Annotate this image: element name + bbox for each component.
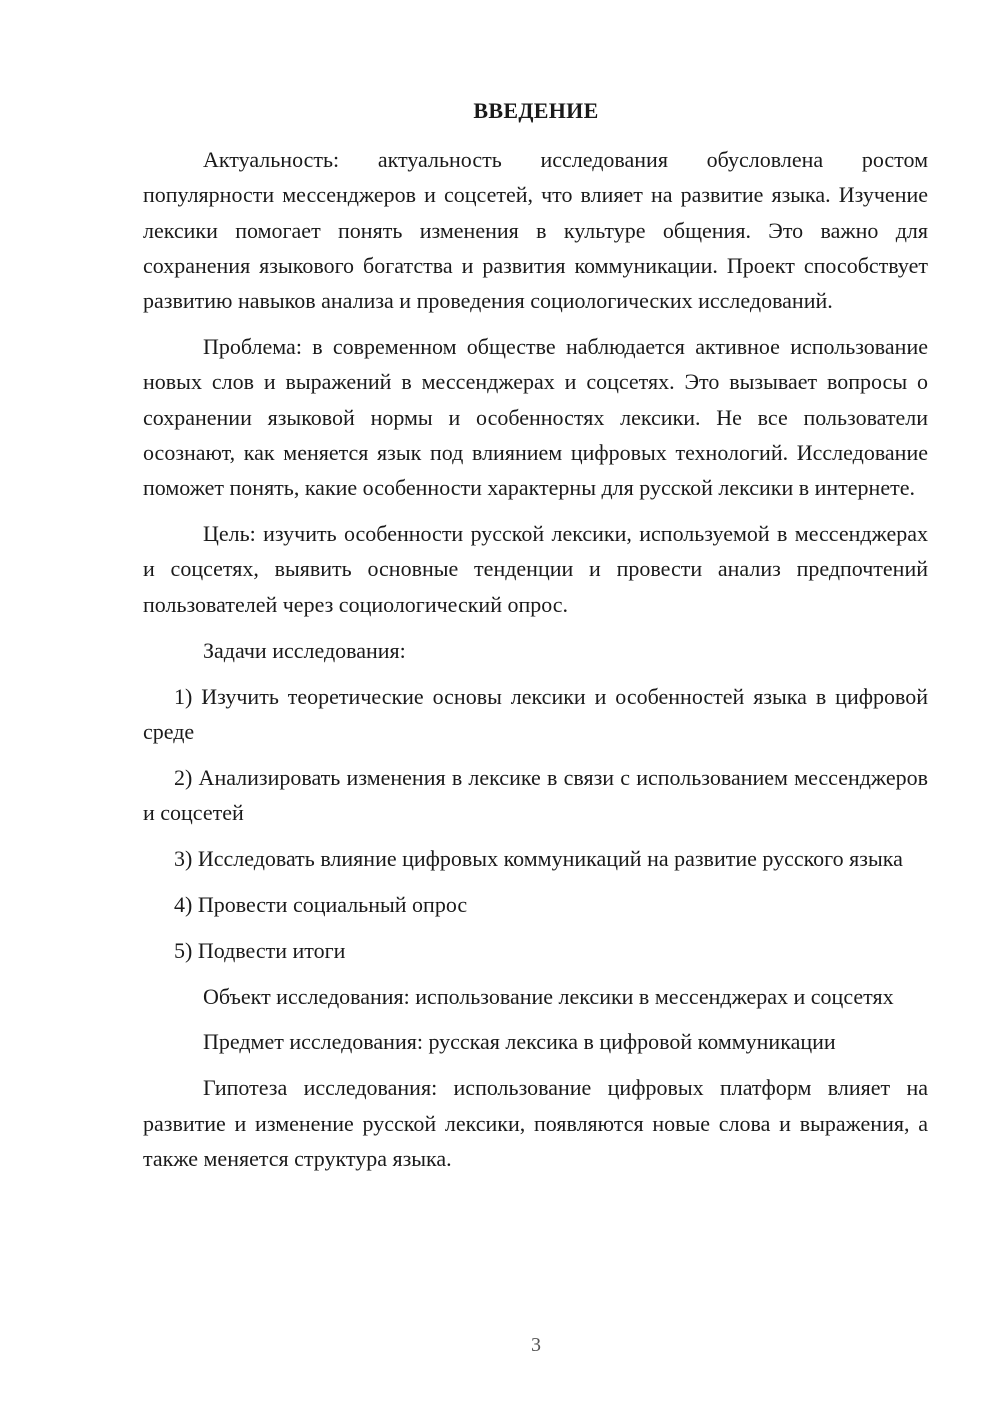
paragraph-relevance: Актуальность: актуальность исследования обусловлена ростом популярности мессенджеров и соцсетей, что влияет на развитие языка. Изучение лексики помогает понять изменения в культуре общения. Это важно для сохранения языкового богатства и развития коммуникации. Проект способствует развитию навыков анализа и проведения социологических исследований. [143,147,928,314]
section-title: ВВЕДЕНИЕ [473,98,599,123]
task-item-2: 2) Анализировать изменения в лексике в связи с использованием мессенджеров и соцсетей [143,764,928,826]
paragraph-goal: Цель: изучить особенности русской лексики, используемой в мессенджерах и соцсетях, выявить основные тенденции и провести анализ предпочтений пользователей через социологический опрос. [143,521,928,617]
task-item-4: 4) Провести социальный опрос [174,891,468,917]
paragraph-object: Объект исследования: использование лексики в мессенджерах и соцсетях [203,983,894,1009]
paragraph-subject: Предмет исследования: русская лексика в цифровой коммуникации [203,1029,836,1055]
task-item-3: 3) Исследовать влияние цифровых коммуникаций на развитие русского языка [174,845,903,871]
paragraph-hypothesis: Гипотеза исследования: использование цифровых платформ влияет на развитие и изменение русской лексики, появляются новые слова и выражения, а также меняется структура языка. [143,1075,928,1171]
page-number: 3 [531,1334,541,1356]
task-item-5: 5) Подвести итоги [174,937,346,963]
paragraph-problem: Проблема: в современном обществе наблюдается активное использование новых слов и выражений в мессенджерах и соцсетях. Это вызывает вопросы о сохранении языковой нормы и особенностях лексики. Не все пользователи осознают, как меняется язык под влиянием цифровых технологий. Исследование поможет понять, какие особенности характерны для русской лексики в интернете. [143,334,928,501]
document-body [143,142,928,1187]
paragraph-tasks-heading: Задачи исследования: [203,637,406,663]
task-item-1: 1) Изучить теоретические основы лексики и особенностей языка в цифровой среде [143,683,928,744]
